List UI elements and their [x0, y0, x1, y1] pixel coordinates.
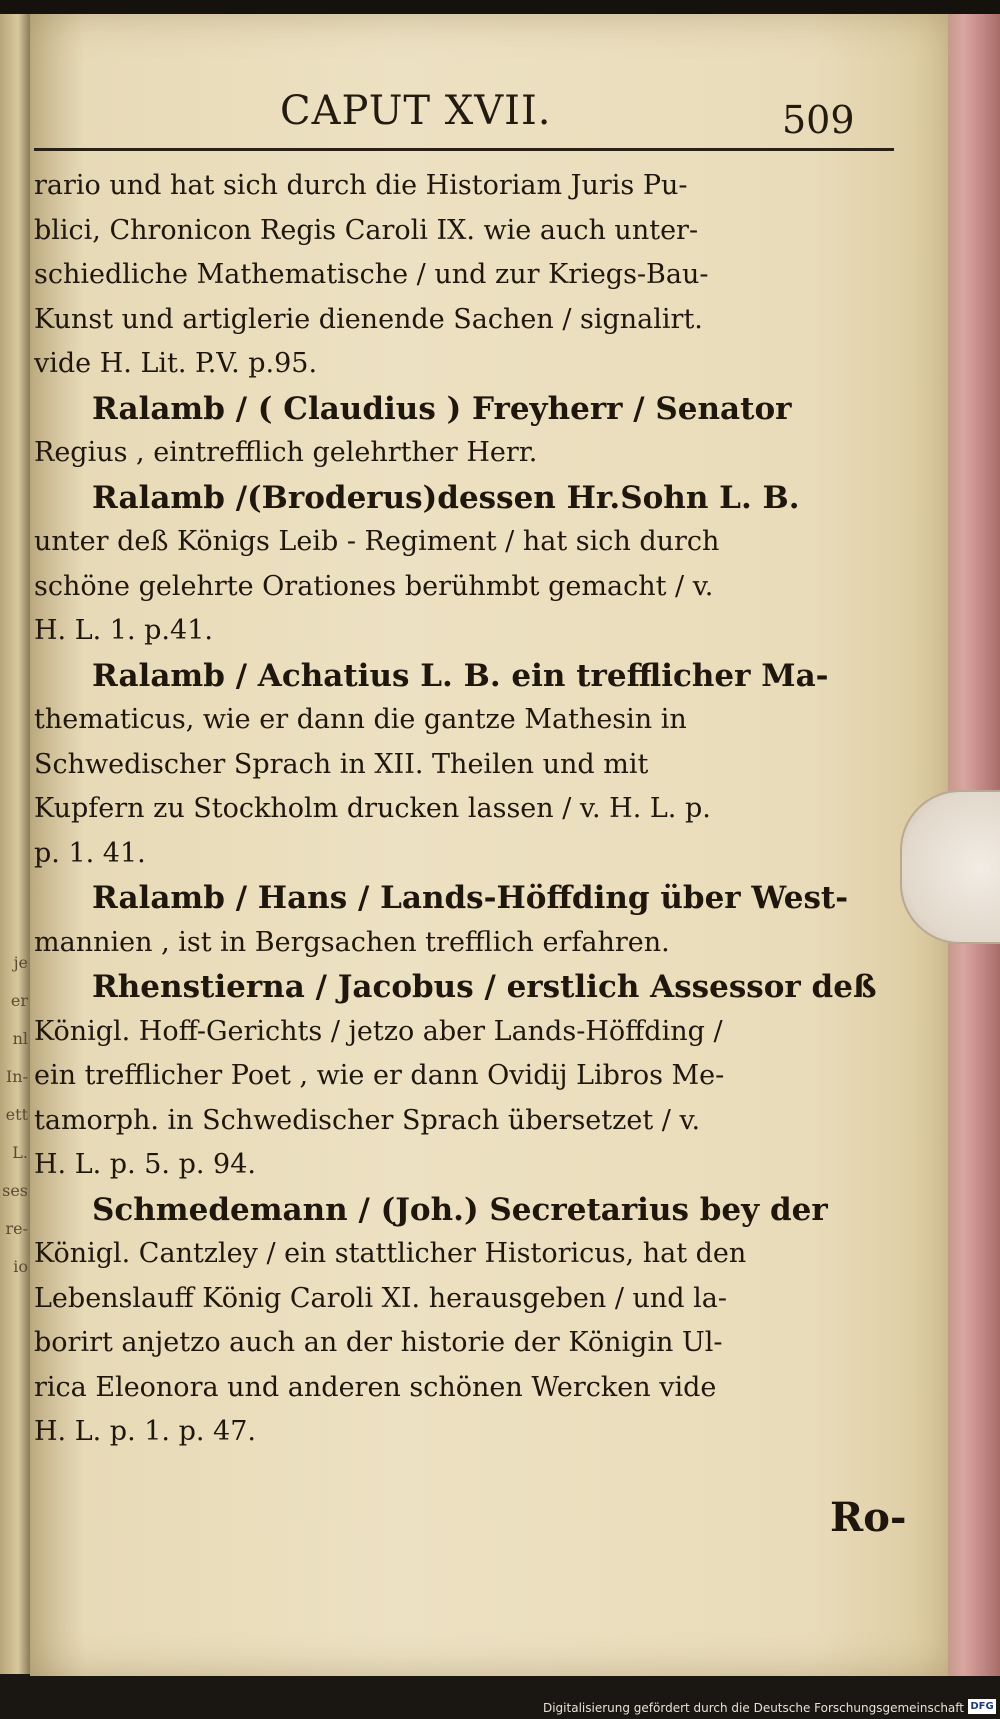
text-line: blici, Chronicon Regis Caroli IX. wie auch unter-	[34, 214, 699, 246]
entry-heading-ralamb-hans: Ralamb / Hans / Lands-Höffding über West-	[92, 880, 849, 916]
facing-page-text-fragments	[2, 944, 28, 1286]
text-line: Schwedischer Sprach in XII. Theilen und mit	[34, 748, 649, 780]
catchword: Ro-	[830, 1494, 907, 1541]
entry-heading-ralamb-broderus: Ralamb /(Broderus)dessen Hr.Sohn L. B.	[92, 479, 800, 516]
text-line: rario und hat sich durch die Historiam Juris Pu-	[34, 170, 688, 201]
margin-fragment: ses	[2, 1181, 28, 1200]
header-rule	[34, 148, 894, 151]
text-line: tamorph. in Schwedischer Sprach übersetzet / v.	[34, 1104, 701, 1136]
text-line: Kupfern zu Stockholm drucken lassen / v. H. L. p.	[34, 793, 711, 824]
running-title: CAPUT XVII.	[280, 88, 552, 134]
page-number: 509	[782, 98, 855, 142]
text-line: Kunst und artiglerie dienende Sachen / signalirt.	[34, 303, 703, 335]
text-line: rica Eleonora und anderen schönen Wercken vide	[34, 1371, 717, 1403]
text-line: schiedliche Mathematische / und zur Kriegs-Bau-	[34, 259, 709, 290]
facing-page-edge	[0, 14, 30, 1674]
margin-fragment: nl	[12, 1029, 28, 1048]
entry-heading-ralamb-achatius: Ralamb / Achatius L. B. ein trefflicher Ma-	[92, 657, 829, 694]
text-line: Regius , eintrefflich gelehrther Herr.	[34, 437, 538, 468]
digitization-credit: Digitalisierung gefördert durch die Deutsche Forschungsgemeinschaft	[542, 1701, 964, 1715]
text-line: schöne gelehrte Orationes berühmbt gemacht / v.	[34, 570, 714, 602]
margin-fragment: je	[13, 953, 28, 972]
text-line: thematicus, wie er dann die gantze Mathesin in	[34, 704, 687, 735]
text-line: Königl. Hoff-Gerichts / jetzo aber Lands-Höffding /	[34, 1015, 723, 1047]
text-line: mannien , ist in Bergsachen trefflich erfahren.	[34, 926, 670, 958]
thumb-index-tab	[900, 790, 1000, 944]
margin-fragment: L.	[12, 1143, 28, 1162]
text-line: ein trefflicher Poet , wie er dann Ovidij Libros Me-	[34, 1060, 725, 1091]
text-line: Königl. Cantzley / ein stattlicher Historicus, hat den	[34, 1238, 747, 1269]
margin-fragment: ett	[5, 1105, 28, 1124]
margin-fragment: In-	[5, 1067, 28, 1086]
page-body	[34, 164, 896, 1455]
text-line: Lebenslauff König Caroli XI. herausgeben / und la-	[34, 1282, 728, 1314]
page-header	[30, 74, 948, 144]
margin-fragment: re-	[5, 1219, 28, 1238]
text-line: H. L. p. 1. p. 47.	[34, 1416, 256, 1447]
margin-fragment: er	[10, 991, 28, 1010]
text-line: H. L. 1. p.41.	[34, 615, 213, 646]
dfg-logo: DFG	[968, 1699, 996, 1714]
text-line: p. 1. 41.	[34, 837, 146, 869]
top-border	[0, 0, 1000, 14]
text-line: H. L. p. 5. p. 94.	[34, 1149, 256, 1180]
text-line: borirt anjetzo auch an der historie der Königin Ul-	[34, 1327, 723, 1358]
margin-fragment: io	[13, 1257, 28, 1276]
book-page	[30, 14, 948, 1676]
entry-heading-ralamb-claudius: Ralamb / ( Claudius ) Freyherr / Senator	[92, 390, 792, 427]
text-line: vide H. Lit. P.V. p.95.	[34, 348, 318, 379]
entry-heading-schmedemann: Schmedemann / (Joh.) Secretarius bey der	[92, 1191, 828, 1228]
entry-heading-rhenstierna: Rhenstierna / Jacobus / erstlich Assessor deß	[92, 969, 877, 1005]
text-line: unter deß Königs Leib - Regiment / hat sich durch	[34, 526, 720, 557]
